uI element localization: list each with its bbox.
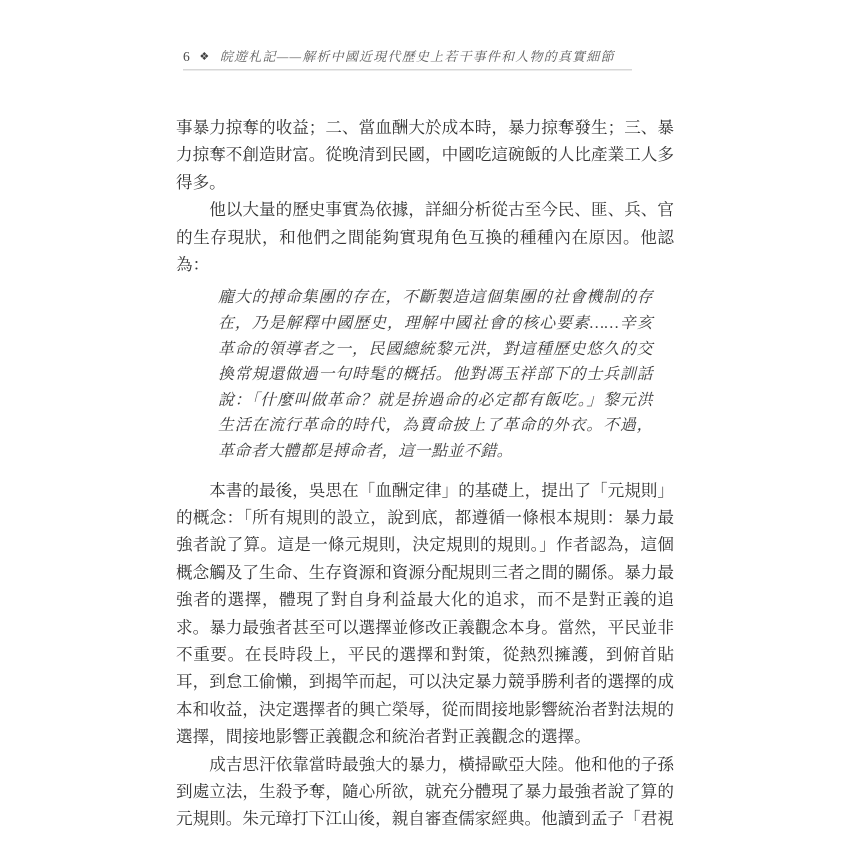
diamond-separator-icon: ❖ <box>199 51 211 63</box>
header-rule <box>183 69 632 70</box>
page-number: 6 <box>183 49 191 64</box>
paragraph-analysis-intro: 他以大量的歷史事實為依據，詳細分析從古至今民、匪、兵、官的生存現狀，和他們之間能夠實現角色互換的種種內在原因。他認為： <box>176 200 674 275</box>
running-head-title: 皖遊札記——解析中國近現代歷史上若干事件和人物的真實細節 <box>219 49 615 64</box>
page-header <box>183 46 683 65</box>
paragraph-genghis-khan: 成吉思汗依靠當時最強大的暴力，橫掃歐亞大陸。他和他的子孫到處立法，生殺予奪，隨心所欲，就充分體現了暴力最強者說了算的元規則。朱元璋打下江山後，親自審查儒家經典。他讀到孟子「君視 <box>176 754 674 829</box>
paragraph-meta-rules: 本書的最後，吳思在「血酬定律」的基礎上，提出了「元規則」的概念：「所有規則的設立，說到底，都遵循一條根本規則：暴力最強者說了算。這是一條元規則，決定規則的規則。」作者認為，這個概念觸及了生命、生存資源和資源分配規則三者之間的關係。暴力最強者的選擇，體現了對自身利益最大化的追求，而不是對正義的追求。暴力最強者甚至可以選擇並修改正義觀念本身。當然，平民並非不重要。在長時段上，平民的選擇和對策，從熱烈擁護，到俯首貼耳，到怠工偷懶，到揭竿而起，可以決定暴力競爭勝利者的選擇的成本和收益，決定選擇者的興亡榮辱，從而間接地影響統治者對法規的選擇，間接地影響正義觀念和統治者對正義觀念的選擇。 <box>176 480 674 747</box>
text-column <box>176 114 674 833</box>
block-quote: 龐大的搏命集團的存在，不斷製造這個集團的社會機制的存在，乃是解釋中國歷史，理解中國社會的核心要素……辛亥革命的領導者之一，民國總統黎元洪，對這種歷史悠久的交換常規還做過一句時髦的概括。他對馮玉祥部下的士兵訓話說：「什麼叫做革命？就是拚過命的必定都有飯吃。」黎元洪生活在流行革命的時代，為賣命披上了革命的外衣。不過，革命者大體都是搏命者，這一點並不錯。 <box>218 289 653 460</box>
paragraph-continuation: 事暴力掠奪的收益；二、當血酬大於成本時，暴力掠奪發生；三、暴力掠奪不創造財富。從晚清到民國，中國吃這碗飯的人比產業工人多得多。 <box>176 118 674 192</box>
